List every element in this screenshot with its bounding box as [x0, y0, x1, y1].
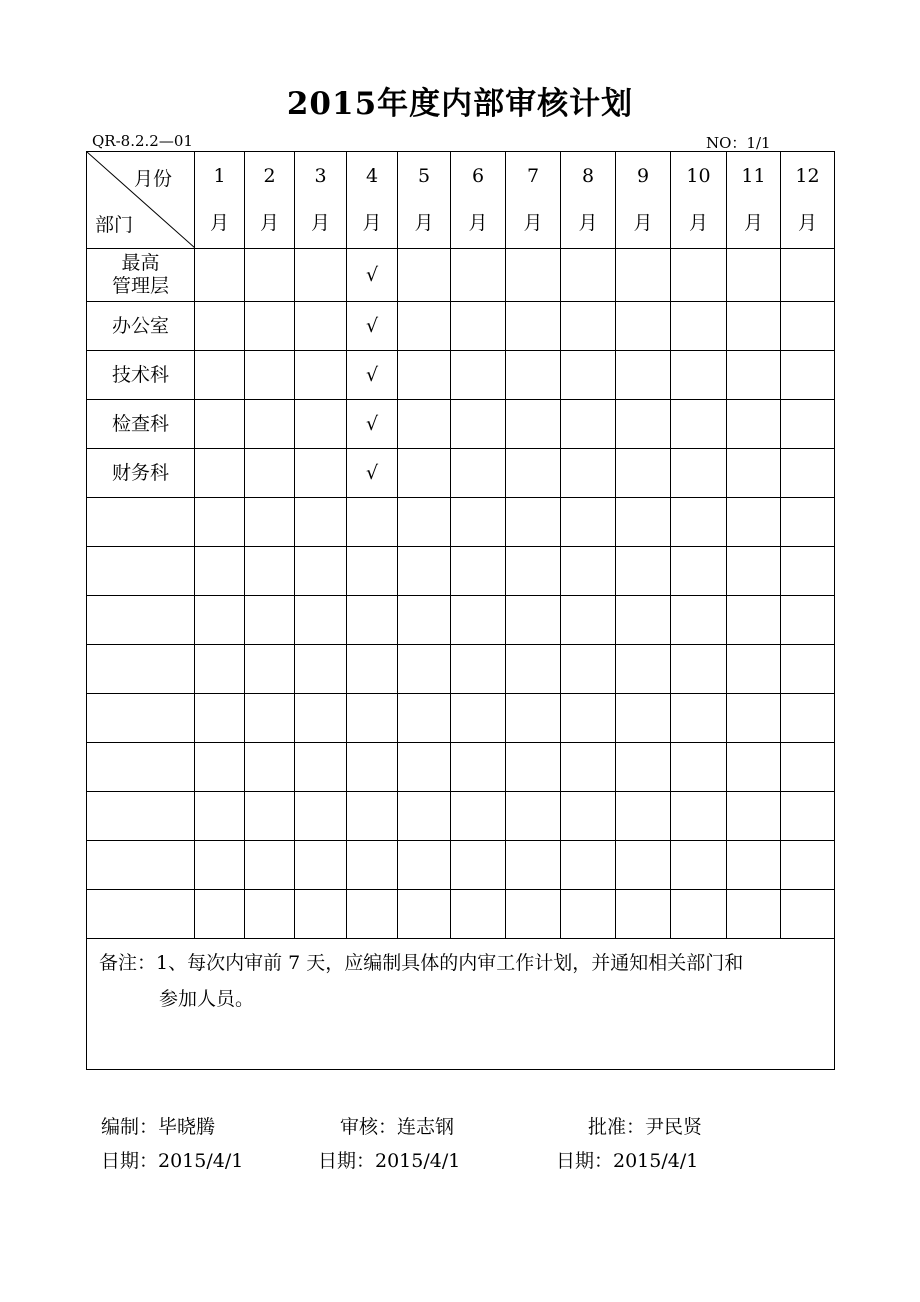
- table-row: [87, 302, 835, 351]
- empty-cell: [245, 547, 295, 596]
- table-row: [87, 743, 835, 792]
- table-row: [87, 792, 835, 841]
- corner-month-label: 月份: [133, 168, 172, 190]
- month-header-5: [398, 152, 451, 249]
- empty-cell: [671, 694, 727, 743]
- month-number: 10: [686, 165, 711, 187]
- dept-cell: [87, 449, 195, 498]
- note-line-2: 参加人员。: [159, 988, 255, 1010]
- empty-cell: [398, 547, 451, 596]
- month-number: 8: [581, 165, 595, 187]
- empty-cell: [295, 890, 347, 939]
- empty-cell: [398, 249, 451, 302]
- empty-cell: [195, 302, 245, 351]
- dept-name: 技术科: [111, 363, 169, 386]
- empty-cell: [295, 841, 347, 890]
- empty-cell: [781, 302, 835, 351]
- empty-cell: [671, 547, 727, 596]
- notes-cell: [87, 939, 835, 1070]
- dept-cell: [87, 302, 195, 351]
- empty-cell: [295, 400, 347, 449]
- empty-cell: [347, 792, 398, 841]
- empty-cell: [727, 841, 781, 890]
- dept-name-line2: 管理层: [111, 275, 169, 297]
- empty-cell: [727, 645, 781, 694]
- empty-cell: [506, 694, 561, 743]
- month-unit: 月: [259, 212, 279, 234]
- audit-plan-table: [86, 151, 835, 1070]
- check-mark-cell: √: [347, 351, 398, 400]
- empty-cell: [727, 890, 781, 939]
- table-row: [87, 400, 835, 449]
- dept-name: 最高: [121, 252, 160, 274]
- month-header-4: [347, 152, 398, 249]
- empty-cell: [616, 449, 671, 498]
- empty-cell: [727, 547, 781, 596]
- empty-cell: [451, 743, 506, 792]
- empty-cell: [671, 890, 727, 939]
- empty-cell: [727, 694, 781, 743]
- month-header-8: [561, 152, 616, 249]
- empty-cell: [245, 400, 295, 449]
- empty-cell: [781, 792, 835, 841]
- empty-cell: [245, 743, 295, 792]
- empty-cell: [561, 449, 616, 498]
- empty-cell: [781, 694, 835, 743]
- empty-cell: [616, 351, 671, 400]
- empty-cell: [506, 400, 561, 449]
- table-row: [87, 694, 835, 743]
- empty-cell: [347, 498, 398, 547]
- empty-cell: [671, 249, 727, 302]
- month-unit: 月: [797, 212, 817, 234]
- table-row: [87, 890, 835, 939]
- dept-name: 办公室: [111, 314, 169, 337]
- check-mark-cell: √: [347, 249, 398, 302]
- page-title: 2015年度内部审核计划: [286, 86, 634, 122]
- empty-cell: [727, 400, 781, 449]
- empty-cell: [781, 890, 835, 939]
- form-number: NO：1/1: [706, 134, 771, 152]
- month-header-11: [727, 152, 781, 249]
- empty-cell: [347, 694, 398, 743]
- empty-cell: [451, 302, 506, 351]
- empty-cell: [671, 596, 727, 645]
- form-code: QR-8.2.2—01: [92, 132, 193, 150]
- table-row: [87, 596, 835, 645]
- month-header-7: [506, 152, 561, 249]
- empty-cell: [561, 351, 616, 400]
- header-row: [87, 152, 835, 249]
- month-unit: 月: [414, 212, 434, 234]
- empty-cell: [295, 743, 347, 792]
- check-mark-cell: √: [347, 400, 398, 449]
- empty-cell: [347, 890, 398, 939]
- empty-cell: [451, 596, 506, 645]
- empty-cell: [295, 645, 347, 694]
- empty-cell: [727, 302, 781, 351]
- empty-cell: [451, 498, 506, 547]
- month-number: 3: [314, 165, 327, 187]
- empty-cell: [506, 449, 561, 498]
- empty-cell: [295, 449, 347, 498]
- empty-cell: [671, 400, 727, 449]
- empty-cell: [451, 841, 506, 890]
- dept-cell: [87, 547, 195, 596]
- note-line-1: 备注：1、每次内审前 7 天，应编制具体的内审工作计划，并通知相关部门和: [99, 952, 744, 974]
- reviewed-date: 日期：2015/4/1: [318, 1150, 461, 1172]
- empty-cell: [451, 547, 506, 596]
- empty-cell: [195, 400, 245, 449]
- dept-cell: [87, 890, 195, 939]
- month-number: 5: [417, 165, 431, 187]
- empty-cell: [451, 792, 506, 841]
- empty-cell: [506, 596, 561, 645]
- empty-cell: [506, 249, 561, 302]
- empty-cell: [727, 498, 781, 547]
- empty-cell: [727, 249, 781, 302]
- empty-cell: [781, 645, 835, 694]
- empty-cell: [245, 890, 295, 939]
- month-unit: 月: [209, 212, 229, 234]
- empty-cell: [398, 743, 451, 792]
- month-header-6: [451, 152, 506, 249]
- dept-cell: [87, 351, 195, 400]
- empty-cell: [671, 351, 727, 400]
- month-unit: 月: [578, 212, 598, 234]
- month-unit: 月: [743, 212, 763, 234]
- empty-cell: [195, 743, 245, 792]
- empty-cell: [671, 302, 727, 351]
- month-number: 11: [741, 165, 766, 187]
- empty-cell: [671, 498, 727, 547]
- empty-cell: [295, 351, 347, 400]
- empty-cell: [561, 743, 616, 792]
- empty-cell: [398, 792, 451, 841]
- empty-cell: [451, 890, 506, 939]
- empty-cell: [245, 792, 295, 841]
- check-mark-cell: √: [347, 302, 398, 351]
- empty-cell: [195, 498, 245, 547]
- empty-cell: [295, 302, 347, 351]
- month-unit: 月: [310, 212, 330, 234]
- table-row: [87, 449, 835, 498]
- empty-cell: [561, 302, 616, 351]
- month-header-12: [781, 152, 835, 249]
- month-header-3: [295, 152, 347, 249]
- empty-cell: [561, 498, 616, 547]
- month-number: 12: [795, 165, 820, 187]
- empty-cell: [781, 596, 835, 645]
- empty-cell: [195, 351, 245, 400]
- empty-cell: [561, 792, 616, 841]
- month-header-2: [245, 152, 295, 249]
- empty-cell: [398, 498, 451, 547]
- dept-cell: [87, 498, 195, 547]
- empty-cell: [295, 694, 347, 743]
- empty-cell: [781, 547, 835, 596]
- empty-cell: [506, 302, 561, 351]
- dept-cell: [87, 249, 195, 302]
- empty-cell: [616, 841, 671, 890]
- empty-cell: [616, 792, 671, 841]
- empty-cell: [506, 743, 561, 792]
- empty-cell: [398, 449, 451, 498]
- empty-cell: [506, 841, 561, 890]
- empty-cell: [451, 694, 506, 743]
- empty-cell: [727, 351, 781, 400]
- empty-cell: [451, 645, 506, 694]
- month-number: 7: [526, 165, 540, 187]
- dept-name: 财务科: [111, 461, 169, 484]
- month-unit: 月: [468, 212, 488, 234]
- empty-cell: [195, 792, 245, 841]
- empty-cell: [195, 449, 245, 498]
- empty-cell: [195, 547, 245, 596]
- empty-cell: [347, 596, 398, 645]
- empty-cell: [616, 400, 671, 449]
- month-unit: 月: [633, 212, 653, 234]
- empty-cell: [245, 694, 295, 743]
- dept-cell: [87, 841, 195, 890]
- empty-cell: [506, 890, 561, 939]
- table-row: [87, 841, 835, 890]
- table-row: [87, 498, 835, 547]
- empty-cell: [616, 547, 671, 596]
- dept-cell: [87, 694, 195, 743]
- table-row: [87, 645, 835, 694]
- empty-cell: [616, 743, 671, 792]
- empty-cell: [781, 743, 835, 792]
- empty-cell: [245, 249, 295, 302]
- empty-cell: [245, 841, 295, 890]
- empty-cell: [781, 249, 835, 302]
- empty-cell: [727, 743, 781, 792]
- check-mark-cell: √: [347, 449, 398, 498]
- month-unit: 月: [523, 212, 543, 234]
- approved-by: 批准：尹民贤: [588, 1116, 703, 1138]
- empty-cell: [398, 302, 451, 351]
- empty-cell: [616, 249, 671, 302]
- month-header-9: [616, 152, 671, 249]
- empty-cell: [451, 249, 506, 302]
- empty-cell: [398, 890, 451, 939]
- empty-cell: [616, 890, 671, 939]
- empty-cell: [195, 249, 245, 302]
- empty-cell: [781, 351, 835, 400]
- empty-cell: [781, 449, 835, 498]
- empty-cell: [195, 596, 245, 645]
- empty-cell: [616, 596, 671, 645]
- empty-cell: [347, 743, 398, 792]
- empty-cell: [671, 743, 727, 792]
- empty-cell: [506, 645, 561, 694]
- empty-cell: [561, 890, 616, 939]
- empty-cell: [727, 449, 781, 498]
- empty-cell: [616, 645, 671, 694]
- empty-cell: [727, 596, 781, 645]
- empty-cell: [451, 400, 506, 449]
- empty-cell: [671, 645, 727, 694]
- corner-cell: [87, 152, 195, 249]
- empty-cell: [451, 449, 506, 498]
- month-number: 4: [365, 165, 379, 187]
- empty-cell: [245, 498, 295, 547]
- empty-cell: [561, 547, 616, 596]
- dept-cell: [87, 596, 195, 645]
- month-number: 1: [213, 165, 226, 187]
- empty-cell: [451, 351, 506, 400]
- empty-cell: [616, 498, 671, 547]
- empty-cell: [561, 596, 616, 645]
- empty-cell: [245, 351, 295, 400]
- empty-cell: [347, 645, 398, 694]
- empty-cell: [195, 645, 245, 694]
- dept-cell: [87, 792, 195, 841]
- empty-cell: [561, 249, 616, 302]
- empty-cell: [398, 351, 451, 400]
- empty-cell: [347, 547, 398, 596]
- empty-cell: [506, 351, 561, 400]
- empty-cell: [295, 547, 347, 596]
- empty-cell: [781, 400, 835, 449]
- table-row: [87, 351, 835, 400]
- approved-date: 日期：2015/4/1: [556, 1150, 699, 1172]
- empty-cell: [561, 400, 616, 449]
- empty-cell: [671, 841, 727, 890]
- empty-cell: [295, 249, 347, 302]
- empty-cell: [398, 400, 451, 449]
- empty-cell: [561, 841, 616, 890]
- compiled-by: 编制：毕晓腾: [101, 1116, 216, 1138]
- dept-name: 检查科: [111, 412, 169, 435]
- dept-cell: [87, 743, 195, 792]
- reviewed-by: 审核：连志钢: [340, 1116, 455, 1138]
- month-unit: 月: [362, 212, 382, 234]
- empty-cell: [671, 449, 727, 498]
- dept-cell: [87, 645, 195, 694]
- empty-cell: [347, 841, 398, 890]
- empty-cell: [195, 694, 245, 743]
- compiled-date: 日期：2015/4/1: [101, 1150, 244, 1172]
- empty-cell: [616, 694, 671, 743]
- empty-cell: [616, 302, 671, 351]
- empty-cell: [506, 498, 561, 547]
- empty-cell: [398, 645, 451, 694]
- table-row: [87, 249, 835, 302]
- empty-cell: [671, 792, 727, 841]
- empty-cell: [398, 596, 451, 645]
- month-number: 6: [471, 165, 485, 187]
- empty-cell: [195, 841, 245, 890]
- month-number: 9: [636, 165, 650, 187]
- empty-cell: [506, 792, 561, 841]
- empty-cell: [781, 498, 835, 547]
- dept-cell: [87, 400, 195, 449]
- corner-dept-label: 部门: [95, 214, 134, 236]
- month-unit: 月: [688, 212, 708, 234]
- empty-cell: [295, 596, 347, 645]
- empty-cell: [781, 841, 835, 890]
- month-header-10: [671, 152, 727, 249]
- empty-cell: [245, 449, 295, 498]
- empty-cell: [195, 890, 245, 939]
- month-header-1: [195, 152, 245, 249]
- empty-cell: [295, 498, 347, 547]
- empty-cell: [561, 645, 616, 694]
- empty-cell: [245, 645, 295, 694]
- table-row: [87, 547, 835, 596]
- empty-cell: [245, 596, 295, 645]
- empty-cell: [245, 302, 295, 351]
- empty-cell: [727, 792, 781, 841]
- empty-cell: [561, 694, 616, 743]
- month-number: 2: [263, 165, 276, 187]
- empty-cell: [398, 694, 451, 743]
- empty-cell: [398, 841, 451, 890]
- empty-cell: [506, 547, 561, 596]
- empty-cell: [295, 792, 347, 841]
